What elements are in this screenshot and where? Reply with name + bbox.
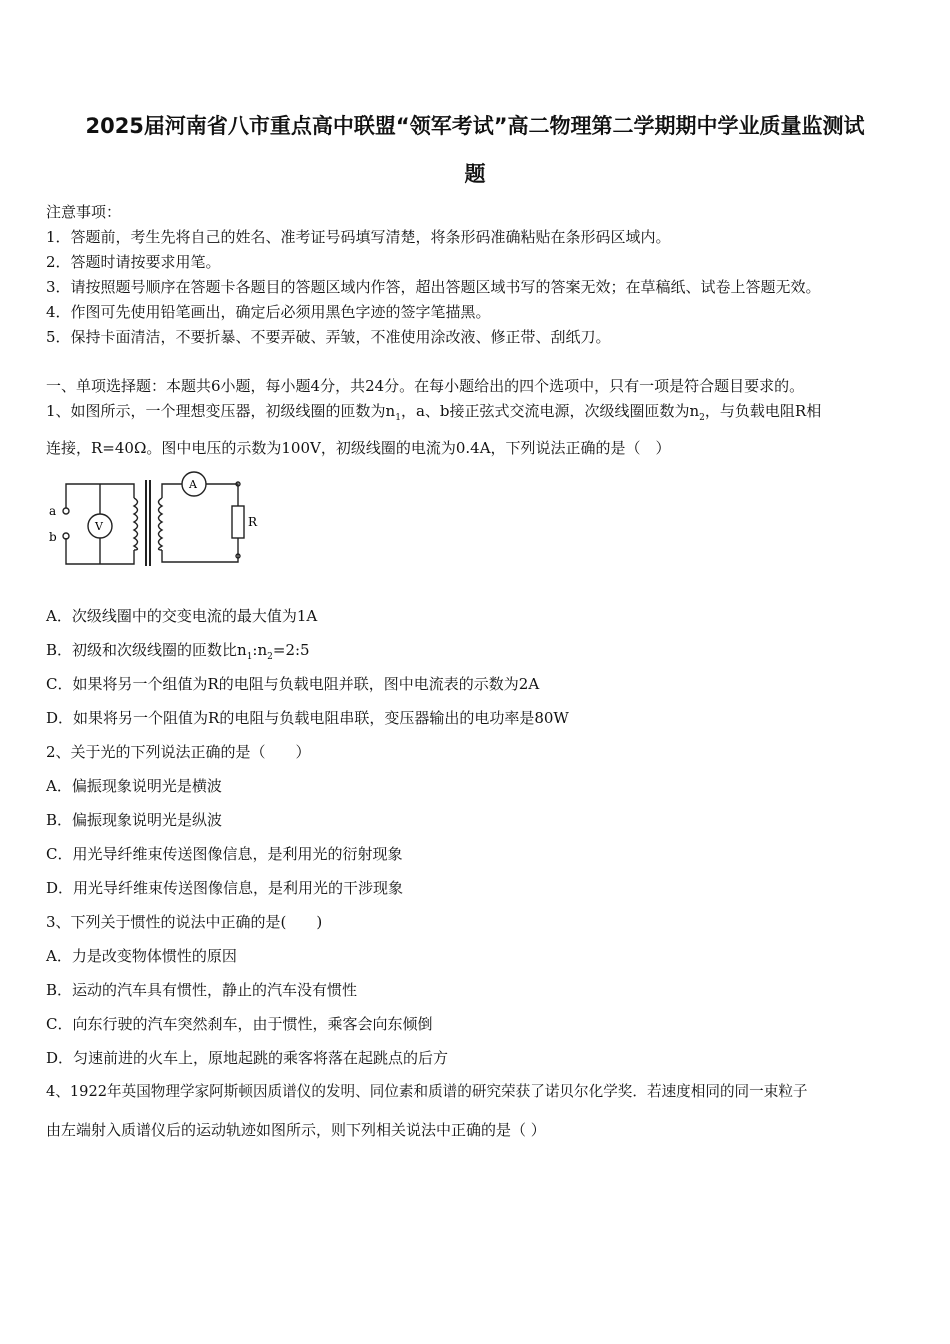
q3-option-a: A．力是改变物体惯性的原因 [46,947,237,965]
transformer-circuit-diagram [44,468,264,572]
note-item: 4．作图可先使用铅笔画出，确定后必须用黑色字迹的签字笔描黑。 [46,303,491,321]
voltmeter-label: V [95,520,103,533]
q3-option-d: D．匀速前进的火车上，原地起跳的乘客将落在起跳点的后方 [46,1049,449,1067]
q3-option-c: C．向东行驶的汽车突然刹车，由于惯性，乘客会向东倾倒 [46,1015,433,1033]
q2-option-d: D．用光导纤维束传送图像信息，是利用光的干涉现象 [46,879,404,897]
page-title-continued: 题 [464,162,486,186]
ammeter-label: A [189,478,197,491]
terminal-a-label: a [49,504,57,518]
q1-stem-line2: 连接，R=40Ω。图中电压的示数为100V，初级线圈的电流为0.4A，下列说法正确的是（ ） [46,439,671,457]
q1-stem-line1: 1、如图所示，一个理想变压器，初级线圈的匝数为$n_1$，a、b接正弦式交流电源，次级线圈匝数为$n_2$，与负载电阻R相 [46,402,822,423]
q2-stem: 2、关于光的下列说法正确的是（ ） [46,743,311,761]
q1-option-b: B．初级和次级线圈的匝数比$n_1:n_2=2:5$ [46,641,310,662]
q3-stem: 3、下列关于惯性的说法中正确的是( ) [46,913,323,931]
note-item: 5．保持卡面清洁，不要折暴、不要弄破、弄皱，不准使用涂改液、修正带、刮纸刀。 [46,328,611,346]
notes-heading: 注意事项： [46,203,122,221]
resistor-label: R [248,515,258,529]
q2-option-c: C．用光导纤维束传送图像信息，是利用光的衍射现象 [46,845,403,863]
page-title: 2025届河南省八市重点高中联盟“领军考试”高二物理第二学期期中学业质量监测试 [85,114,865,138]
section-heading: 一、单项选择题：本题共6小题，每小题4分，共24分。在每小题给出的四个选项中，只有一项是符合题目要求的。 [46,377,805,395]
q2-option-b: B．偏振现象说明光是纵波 [46,811,223,829]
q4-stem-line2: 由左端射入质谱仪后的运动轨迹如图所示，则下列相关说法中正确的是（ ） [46,1121,546,1139]
note-item: 1．答题前，考生先将自己的姓名、准考证号码填写清楚，将条形码准确粘贴在条形码区域内。 [46,228,671,246]
terminal-b-label: b [49,530,57,544]
q1-option-d: D．如果将另一个阻值为R的电阻与负载电阻串联，变压器输出的电功率是80W [46,709,569,727]
q1-option-a: A．次级线圈中的交变电流的最大值为1A [46,607,318,625]
q3-option-b: B．运动的汽车具有惯性，静止的汽车没有惯性 [46,981,358,999]
q1-option-c: C．如果将另一个组值为R的电阻与负载电阻并联，图中电流表的示数为2A [46,675,540,693]
q2-option-a: A．偏振现象说明光是横波 [46,777,222,795]
note-item: 2．答题时请按要求用笔。 [46,253,221,271]
q4-stem-line1: 4、1922年英国物理学家阿斯顿因质谱仪的发明、同位素和质谱的研究荣获了诺贝尔化学奖．若速度相同的同一束粒子 [46,1083,808,1100]
note-item: 3．请按照题号顺序在答题卡各题目的答题区域内作答，超出答题区域书写的答案无效；在草稿纸、试卷上答题无效。 [46,278,821,296]
